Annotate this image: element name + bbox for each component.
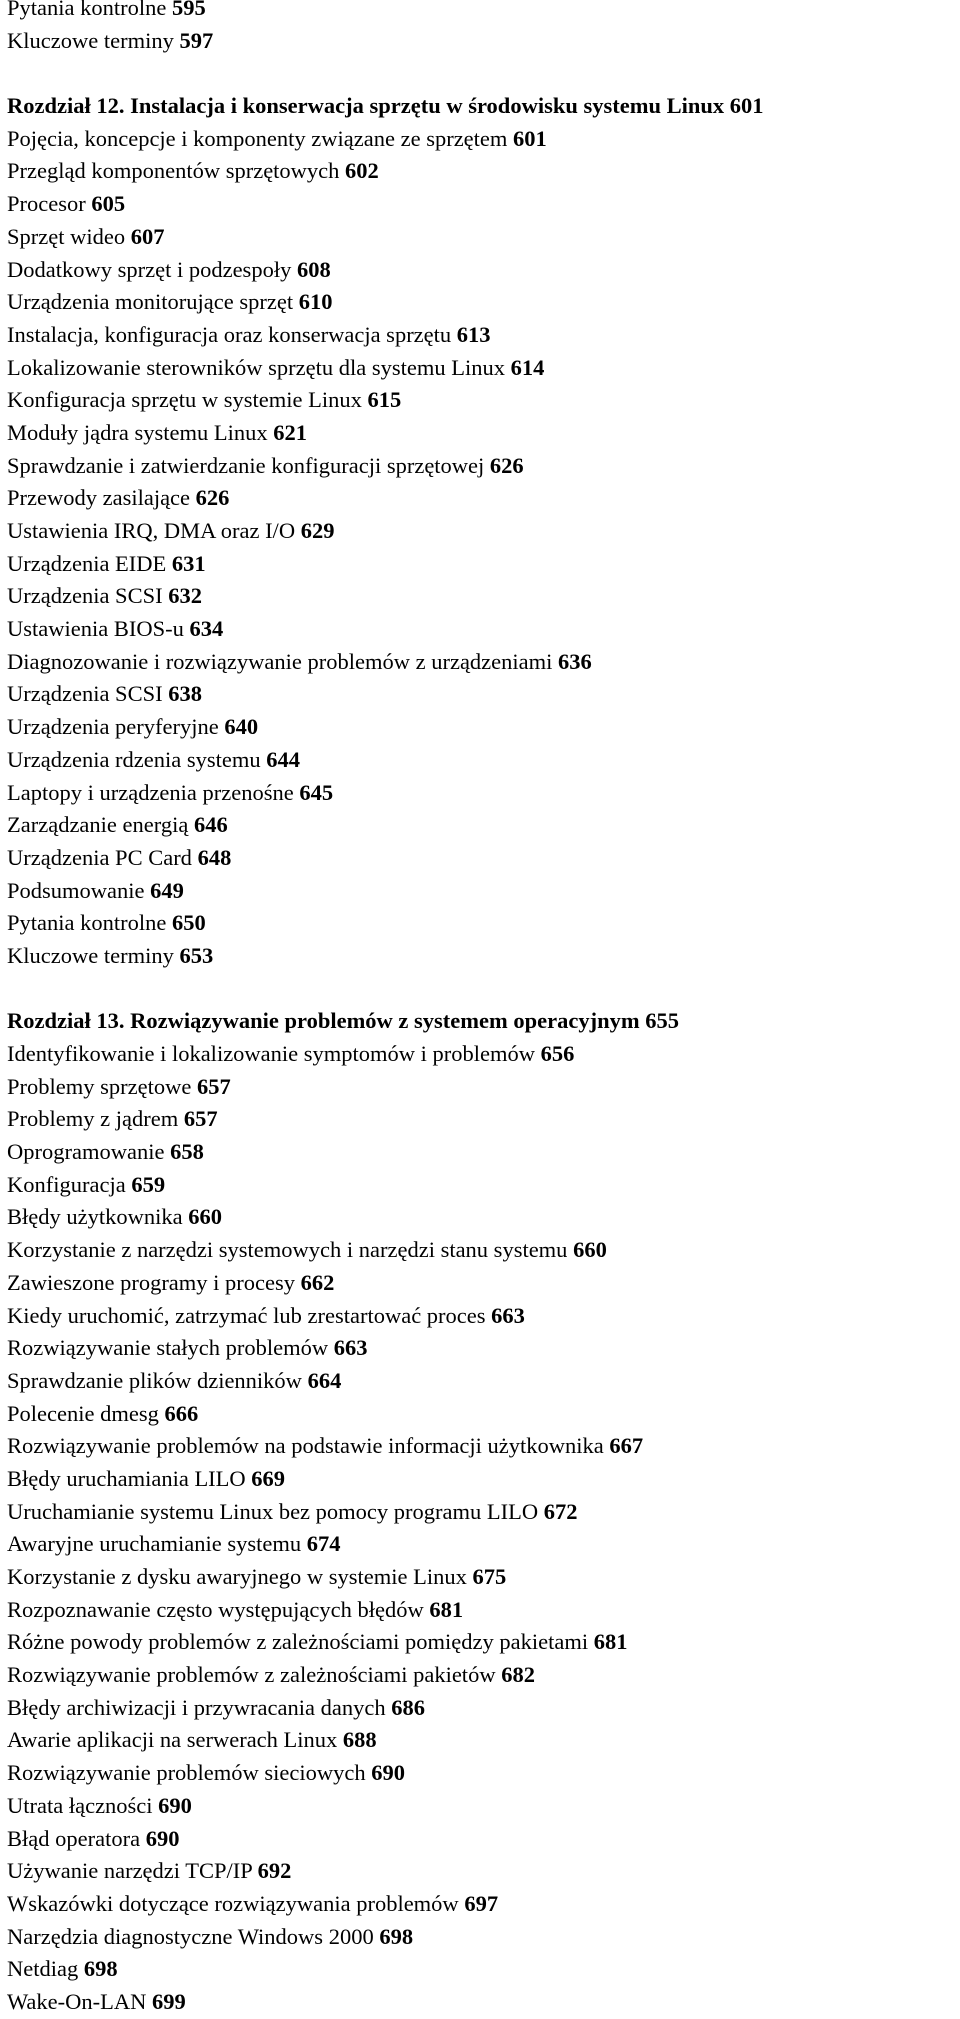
toc-entry xyxy=(7,777,952,810)
toc-entry xyxy=(7,1953,952,1986)
entry-title: Błędy użytkownika xyxy=(7,1204,183,1230)
toc-entry xyxy=(7,875,952,908)
page-number: 615 xyxy=(367,387,402,413)
toc-entry xyxy=(7,711,952,744)
toc-entry xyxy=(7,1561,952,1594)
entry-title: Ustawienia BIOS-u xyxy=(7,616,184,642)
entry-title: Rozpoznawanie często występujących błędów xyxy=(7,1596,424,1622)
toc-entry xyxy=(7,1496,952,1529)
page-number: 659 xyxy=(131,1171,166,1197)
page-number: 660 xyxy=(188,1204,222,1230)
entry-title: Laptopy i urządzenia przenośne xyxy=(7,779,294,805)
toc-entry xyxy=(7,254,952,287)
toc-entry xyxy=(7,1332,952,1365)
toc-entry xyxy=(7,809,952,842)
page-number: 605 xyxy=(91,191,126,217)
page-number: 681 xyxy=(593,1629,628,1655)
toc-entry xyxy=(7,1855,952,1888)
entry-title: Rozwiązywanie problemów sieciowych xyxy=(7,1760,366,1786)
page-number: 657 xyxy=(183,1106,218,1132)
page-number: 631 xyxy=(171,550,206,576)
page-number: 669 xyxy=(251,1465,286,1491)
page-number: 699 xyxy=(152,1988,186,2014)
toc-entry xyxy=(7,1528,952,1561)
toc-entry xyxy=(7,1398,952,1431)
entry-title: Utrata łączności xyxy=(7,1792,153,1818)
toc-entry xyxy=(7,678,952,711)
entry-title: Wake-On-LAN xyxy=(7,1988,147,2014)
page-number: 636 xyxy=(558,648,592,674)
entry-title: Zawieszone programy i procesy xyxy=(7,1269,296,1295)
entry-title: Awarie aplikacji na serwerach Linux xyxy=(7,1727,338,1753)
toc-entry xyxy=(7,1267,952,1300)
toc-entry xyxy=(7,842,952,875)
page-number: 640 xyxy=(224,714,259,740)
page-number: 664 xyxy=(307,1367,342,1393)
page-number: 653 xyxy=(179,942,214,968)
toc-entry xyxy=(7,1038,952,1071)
toc-entry xyxy=(7,1300,952,1333)
entry-title: Problemy z jądrem xyxy=(7,1106,179,1132)
entry-title: Pytania kontrolne xyxy=(7,910,167,936)
page-number: 649 xyxy=(150,877,184,903)
toc-entry xyxy=(7,613,952,646)
entry-title: Urządzenia monitorujące sprzęt xyxy=(7,289,294,315)
page-number: 607 xyxy=(130,223,165,249)
page-number: 655 xyxy=(645,1008,679,1034)
toc-entry xyxy=(7,319,952,352)
page-number: 688 xyxy=(342,1727,377,1753)
entry-title: Błędy uruchamiania LILO xyxy=(7,1465,246,1491)
page-number: 682 xyxy=(501,1662,535,1688)
entry-title: Problemy sprzętowe xyxy=(7,1073,192,1099)
toc-entry xyxy=(7,1986,952,2019)
entry-title: Zarządzanie energią xyxy=(7,812,189,838)
entry-title: Uruchamianie systemu Linux bez pomocy programu LILO xyxy=(7,1498,539,1524)
page-number: 686 xyxy=(391,1694,425,1720)
entry-title: Urządzenia EIDE xyxy=(7,550,167,576)
page-number: 629 xyxy=(300,518,335,543)
toc-entry xyxy=(7,188,952,221)
toc-entry xyxy=(7,286,952,319)
page-number: 645 xyxy=(299,779,334,805)
page-number: 675 xyxy=(472,1564,507,1589)
toc-entry xyxy=(7,1724,952,1757)
entry-title: Urządzenia peryferyjne xyxy=(7,714,219,740)
page-number: 690 xyxy=(145,1825,180,1851)
page-number: 681 xyxy=(429,1596,464,1622)
page-number: 597 xyxy=(179,27,214,53)
entry-title: Netdiag xyxy=(7,1956,79,1982)
entry-title: Używanie narzędzi TCP/IP xyxy=(7,1858,252,1884)
chapter-number: Rozdział 12. xyxy=(7,93,125,119)
entry-title: Moduły jądra systemu Linux xyxy=(7,419,268,445)
toc-entry xyxy=(7,646,952,679)
page-number: 660 xyxy=(573,1237,607,1263)
page-number: 690 xyxy=(158,1792,192,1818)
page-number: 697 xyxy=(464,1890,499,1916)
toc-entry xyxy=(7,1201,952,1234)
entry-title: Urządzenia PC Card xyxy=(7,844,192,870)
page-number: 595 xyxy=(171,0,206,20)
page-number: 657 xyxy=(196,1073,231,1099)
page-number: 613 xyxy=(456,321,491,347)
entry-title: Podsumowanie xyxy=(7,877,145,903)
page-number: 656 xyxy=(540,1041,575,1066)
entry-title: Ustawienia IRQ, DMA oraz I/O xyxy=(7,518,296,543)
toc-entry xyxy=(7,352,952,385)
entry-title: Diagnozowanie i rozwiązywanie problemów z urządzeniami xyxy=(7,648,553,674)
page-number: 621 xyxy=(273,419,307,445)
toc-entry xyxy=(7,25,952,58)
page-number: 692 xyxy=(257,1858,292,1884)
page-number: 610 xyxy=(298,289,333,315)
entry-title: Procesor xyxy=(7,191,86,217)
entry-title: Konfiguracja xyxy=(7,1171,126,1197)
toc-entry xyxy=(7,384,952,417)
entry-title: Błędy archiwizacji i przywracania danych xyxy=(7,1694,386,1720)
page-number: 608 xyxy=(296,256,331,282)
page-number: 672 xyxy=(543,1498,578,1524)
page-number: 666 xyxy=(164,1400,199,1426)
entry-title: Urządzenia SCSI xyxy=(7,583,163,609)
entry-title: Polecenie dmesg xyxy=(7,1400,159,1426)
toc-entry xyxy=(7,1692,952,1725)
toc-entry xyxy=(7,1823,952,1856)
toc-entry xyxy=(7,744,952,777)
page-number: 667 xyxy=(609,1433,644,1459)
entry-title: Przewody zasilające xyxy=(7,485,191,511)
page-number: 602 xyxy=(345,158,379,184)
page-number: 648 xyxy=(197,844,232,870)
entry-title: Pytania kontrolne xyxy=(7,0,167,20)
page-number: 663 xyxy=(491,1302,525,1328)
section-gap xyxy=(7,973,952,1006)
chapter-number: Rozdział 13. xyxy=(7,1008,125,1034)
page-number: 663 xyxy=(333,1335,368,1361)
entry-title: Dodatkowy sprzęt i podzespoły xyxy=(7,256,292,282)
page-number: 626 xyxy=(489,452,524,478)
entry-title: Rozwiązywanie problemów na podstawie informacji użytkownika xyxy=(7,1433,604,1459)
toc-entry xyxy=(7,1430,952,1463)
toc-entry xyxy=(7,1790,952,1823)
entry-title: Narzędzia diagnostyczne Windows 2000 xyxy=(7,1923,374,1949)
toc-entry xyxy=(7,450,952,483)
entry-title: Błąd operatora xyxy=(7,1825,141,1851)
page-number: 650 xyxy=(171,910,206,936)
toc-entry xyxy=(7,1594,952,1627)
entry-title: Korzystanie z dysku awaryjnego w systemie Linux xyxy=(7,1564,467,1589)
entry-title: Rozwiązywanie problemów z zależnościami pakietów xyxy=(7,1662,496,1688)
entry-title: Sprawdzanie plików dzienników xyxy=(7,1367,302,1393)
entry-title: Rozwiązywanie stałych problemów xyxy=(7,1335,329,1361)
toc-entry xyxy=(7,221,952,254)
toc-entry xyxy=(7,1626,952,1659)
toc-entry xyxy=(7,1463,952,1496)
entry-title: Pojęcia, koncepcje i komponenty związane ze sprzętem xyxy=(7,125,508,151)
toc-entry xyxy=(7,155,952,188)
entry-title: Awaryjne uruchamianie systemu xyxy=(7,1531,302,1557)
toc-entry xyxy=(7,1136,952,1169)
entry-title: Urządzenia SCSI xyxy=(7,681,163,707)
toc-entry xyxy=(7,580,952,613)
chapter-heading xyxy=(7,90,952,123)
toc-entry xyxy=(7,417,952,450)
toc-entry xyxy=(7,1071,952,1104)
entry-title: Kiedy uruchomić, zatrzymać lub zrestartować proces xyxy=(7,1302,486,1328)
toc-entry xyxy=(7,907,952,940)
toc-entry xyxy=(7,123,952,156)
page-number: 634 xyxy=(189,616,224,642)
toc-entry xyxy=(7,1365,952,1398)
entry-title: Lokalizowanie sterowników sprzętu dla systemu Linux xyxy=(7,354,506,380)
page-number: 632 xyxy=(168,583,202,609)
entry-title: Korzystanie z narzędzi systemowych i narzędzi stanu systemu xyxy=(7,1237,568,1263)
toc-entry xyxy=(7,1921,952,1954)
chapter-title: Instalacja i konserwacja sprzętu w środowisku systemu Linux xyxy=(130,93,725,119)
toc-entry xyxy=(7,515,952,548)
toc-entry xyxy=(7,1103,952,1136)
page-number: 638 xyxy=(168,681,202,707)
page-number: 646 xyxy=(193,812,228,838)
toc-entry xyxy=(7,482,952,515)
toc-entry xyxy=(7,940,952,973)
toc-entry xyxy=(7,1169,952,1202)
page-number: 674 xyxy=(306,1531,341,1557)
toc-entry xyxy=(7,1757,952,1790)
entry-title: Wskazówki dotyczące rozwiązywania problemów xyxy=(7,1890,459,1916)
entry-title: Kluczowe terminy xyxy=(7,27,174,53)
page-number: 601 xyxy=(513,125,547,151)
toc-entry xyxy=(7,1888,952,1921)
section-gap xyxy=(7,57,952,90)
table-of-contents xyxy=(7,0,952,2019)
page-number: 698 xyxy=(83,1956,118,1982)
page-number: 658 xyxy=(170,1139,204,1165)
toc-entry xyxy=(7,1234,952,1267)
entry-title: Oprogramowanie xyxy=(7,1139,165,1165)
entry-title: Kluczowe terminy xyxy=(7,942,174,968)
chapter-title: Rozwiązywanie problemów z systemem operacyjnym xyxy=(130,1008,640,1034)
page-number: 662 xyxy=(300,1269,335,1295)
entry-title: Konfiguracja sprzętu w systemie Linux xyxy=(7,387,362,413)
entry-title: Sprawdzanie i zatwierdzanie konfiguracji sprzętowej xyxy=(7,452,485,478)
page-number: 690 xyxy=(371,1760,406,1786)
chapter-heading xyxy=(7,1005,952,1038)
entry-title: Urządzenia rdzenia systemu xyxy=(7,746,261,772)
page-number: 698 xyxy=(379,1923,414,1949)
toc-entry xyxy=(7,548,952,581)
toc-entry xyxy=(7,1659,952,1692)
entry-title: Przegląd komponentów sprzętowych xyxy=(7,158,340,184)
page-number: 644 xyxy=(266,746,301,772)
page-number: 626 xyxy=(195,485,230,511)
entry-title: Instalacja, konfiguracja oraz konserwacja sprzętu xyxy=(7,321,452,347)
page-number: 601 xyxy=(729,93,764,119)
entry-title: Różne powody problemów z zależnościami pomiędzy pakietami xyxy=(7,1629,589,1655)
entry-title: Identyfikowanie i lokalizowanie symptomów i problemów xyxy=(7,1041,536,1066)
page-number: 614 xyxy=(510,354,545,380)
toc-entry xyxy=(7,0,952,25)
entry-title: Sprzęt wideo xyxy=(7,223,126,249)
